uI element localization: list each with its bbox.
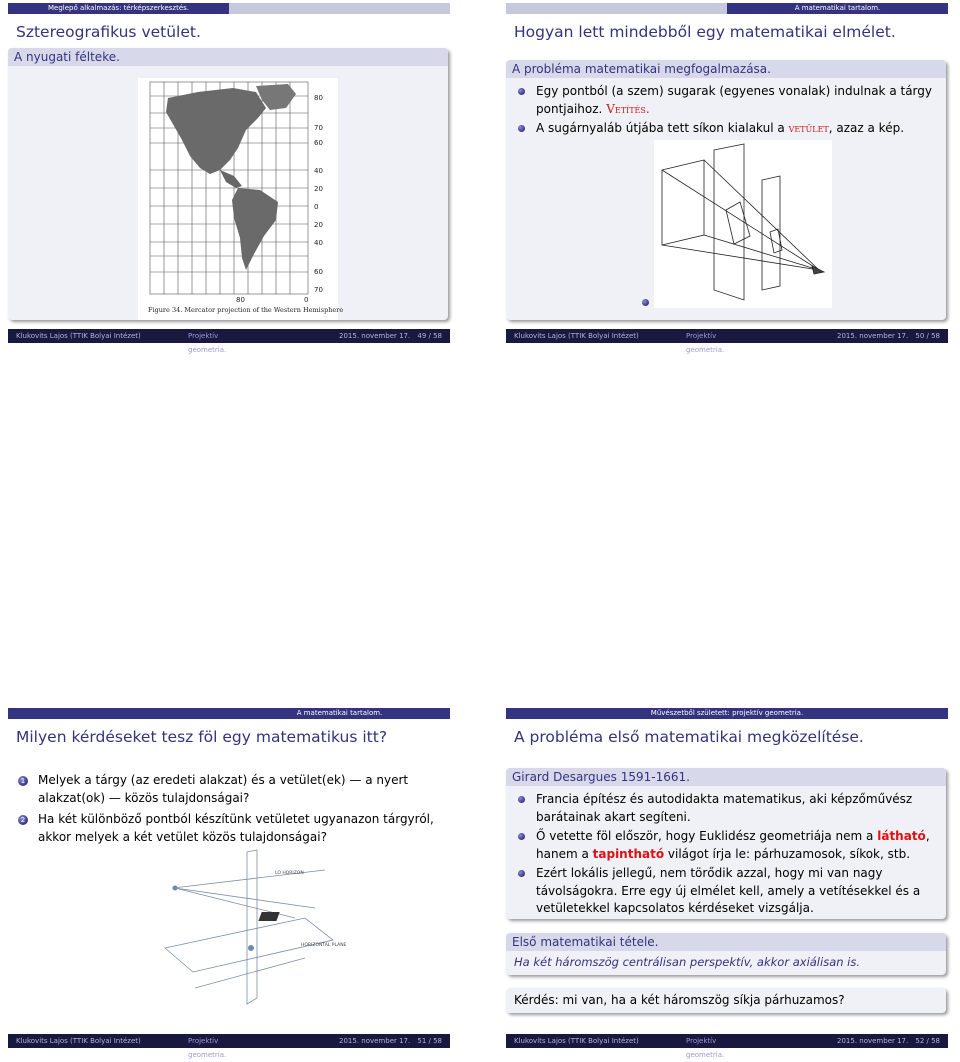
section-other[interactable] bbox=[229, 3, 450, 14]
block-title: Első matematikai tétele. bbox=[506, 933, 946, 951]
emphasis-tapinthato: tapintható bbox=[592, 846, 665, 861]
lat-label: 40 bbox=[314, 239, 323, 247]
map-caption: Figure 34. Mercator projection of the Western Hemisphere bbox=[148, 306, 344, 314]
slide-50 bbox=[506, 3, 948, 354]
bullet-list bbox=[514, 83, 938, 138]
section-navigation bbox=[506, 3, 948, 14]
footer-page: 49 / 58 bbox=[417, 332, 442, 340]
footer bbox=[8, 1034, 450, 1059]
mercator-map-image bbox=[138, 78, 344, 320]
slide-49 bbox=[8, 3, 450, 354]
section-navigation bbox=[8, 3, 450, 14]
enum-number: 2 bbox=[18, 815, 28, 825]
bullet-icon bbox=[518, 796, 525, 803]
footer-page: 52 / 58 bbox=[915, 1037, 940, 1045]
lat-label: 0 bbox=[314, 203, 319, 211]
lon-label: 80 bbox=[236, 296, 245, 304]
bullet-icon bbox=[518, 125, 525, 132]
projection-diagram-image bbox=[654, 140, 832, 308]
footer-course: Projektív geometria. bbox=[686, 1037, 725, 1059]
footer bbox=[506, 1034, 948, 1059]
term-vetites: Vetítés. bbox=[606, 101, 650, 116]
bullet-icon bbox=[518, 88, 525, 95]
block-title: Girard Desargues 1591-1661. bbox=[506, 768, 946, 786]
lat-label: 80 bbox=[314, 94, 323, 102]
footer-author: Klukovits Lajos (TTIK Bolyai Intézet) bbox=[514, 332, 639, 340]
bullet-list bbox=[514, 791, 938, 918]
slide-52 bbox=[506, 708, 948, 1059]
term-vetulet: vetület bbox=[788, 121, 829, 135]
section-other[interactable] bbox=[8, 708, 229, 719]
slide-title: Hogyan lett mindebből egy matematikai elmélet. bbox=[514, 23, 896, 41]
footer-page: 51 / 58 bbox=[417, 1037, 442, 1045]
section-other[interactable] bbox=[506, 3, 727, 14]
footer bbox=[506, 329, 948, 354]
question-item: 2 Ha két különböző pontból készítünk vetületet ugyanazon tárgyról, akkor melyek a két vetület közös tulajdonságai? bbox=[8, 811, 448, 846]
lat-label: 20 bbox=[314, 185, 323, 193]
section-navigation bbox=[506, 708, 948, 719]
bullet-item: Ő vetette föl először, hogy Euklidész geometriája nem a látható, hanem a tapintható világot írja le: párhuzamosok, síkok, stb. bbox=[514, 828, 938, 863]
bullet-item: Francia építész és autodidakta matematikus, aki képzőművész barátainak akart segíteni. bbox=[514, 791, 938, 826]
footer-author: Klukovits Lajos (TTIK Bolyai Intézet) bbox=[16, 1037, 141, 1045]
lat-label: 20 bbox=[314, 221, 323, 229]
slide-51 bbox=[8, 708, 450, 1059]
footer-author: Klukovits Lajos (TTIK Bolyai Intézet) bbox=[514, 1037, 639, 1045]
footer-date: 2015. november 17. bbox=[339, 1037, 411, 1045]
footer-course: Projektív geometria. bbox=[686, 332, 725, 354]
perspective-planes-image bbox=[155, 848, 347, 1010]
footer-date: 2015. november 17. bbox=[837, 1037, 909, 1045]
horizon-label: LO HORIZON bbox=[275, 871, 304, 876]
question-list bbox=[8, 772, 448, 846]
bullet-item: Egy pontból (a szem) sugarak (egyenes vonalak) indulnak a tárgy pontjaihoz. Vetítés. bbox=[514, 83, 938, 118]
bullet-item: A sugárnyaláb útjába tett síkon kialakul a vetület, azaz a kép. bbox=[514, 120, 938, 138]
theorem-text: Ha két háromszög centrálisan perspektív, akkor axiálisan is. bbox=[514, 955, 861, 969]
block-title: A nyugati félteke. bbox=[8, 48, 448, 66]
lat-label: 70 bbox=[314, 286, 323, 294]
section-current[interactable]: A matematikai tartalom. bbox=[229, 708, 450, 719]
section-current[interactable]: A matematikai tartalom. bbox=[727, 3, 948, 14]
question-item: 1 Melyek a tárgy (az eredeti alakzat) és a vetület(ek) — a nyert alakzat(ok) — közös tulajdonságai? bbox=[8, 772, 448, 807]
emphasis-lathato: látható bbox=[877, 829, 926, 843]
question-text: Kérdés: mi van, ha a két háromszög síkja párhuzamos? bbox=[514, 993, 845, 1007]
lat-label: 60 bbox=[314, 139, 323, 147]
bullet-icon bbox=[518, 833, 525, 840]
lon-label: 0 bbox=[304, 296, 309, 304]
footer-author: Klukovits Lajos (TTIK Bolyai Intézet) bbox=[16, 332, 141, 340]
footer-course: Projektív geometria. bbox=[188, 1037, 227, 1059]
lat-label: 70 bbox=[314, 124, 323, 132]
bullet-item: Ezért lokális jellegű, nem törődik azzal, hogy mi van nagy távolságokra. Erre egy új elmélet kell, amely a vetítésekkel és a vetületekkel kapcsolatos kérdéseket vizsgálja. bbox=[514, 865, 938, 918]
bullet-icon bbox=[642, 299, 649, 306]
slide-title: Sztereografikus vetület. bbox=[16, 23, 201, 41]
footer-course: Projektív geometria. bbox=[188, 332, 227, 354]
slide-title: A probléma első matematikai megközelítése. bbox=[514, 728, 864, 746]
section-navigation bbox=[8, 708, 450, 719]
section-current[interactable]: Művészetből született: projektív geometria. bbox=[506, 708, 948, 719]
block-title: A probléma matematikai megfogalmazása. bbox=[506, 60, 946, 78]
footer-page: 50 / 58 bbox=[915, 332, 940, 340]
lat-label: 40 bbox=[314, 167, 323, 175]
desargues-block bbox=[506, 768, 946, 919]
footer bbox=[8, 329, 450, 354]
plane-label: HORIZONTAL PLANE bbox=[301, 943, 347, 948]
footer-date: 2015. november 17. bbox=[837, 332, 909, 340]
slide-title: Milyen kérdéseket tesz föl egy matematikus itt? bbox=[16, 728, 388, 746]
footer-date: 2015. november 17. bbox=[339, 332, 411, 340]
theorem-block bbox=[506, 933, 946, 975]
enum-number: 1 bbox=[18, 776, 28, 786]
question-block bbox=[506, 988, 946, 1013]
section-current[interactable]: Meglepő alkalmazás: térképszerkesztés. bbox=[8, 3, 229, 14]
lat-label: 60 bbox=[314, 268, 323, 276]
bullet-icon bbox=[518, 870, 525, 877]
